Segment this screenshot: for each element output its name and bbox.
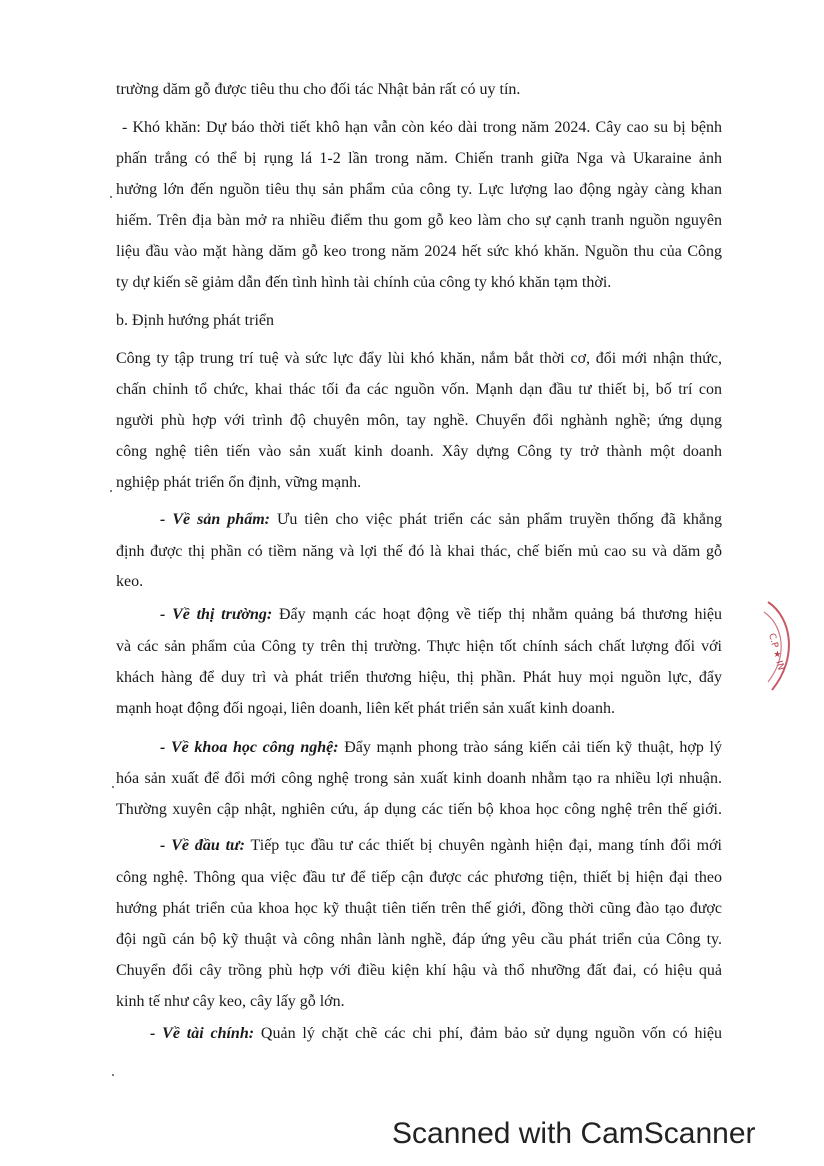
scan-speck <box>110 490 112 492</box>
camscanner-watermark: Scanned with CamScanner <box>392 1117 756 1150</box>
text-line: Thường xuyên cập nhật, nghiên cứu, áp dụng các tiến bộ khoa học công nghệ trên thế giới. <box>116 801 722 818</box>
section-heading: b. Định hướng phát triển <box>116 312 274 329</box>
text-line: và các sản phẩm của Công ty trên thị trường. Thực hiện tốt chính sách chất lượng đối với <box>116 638 722 655</box>
text-line: hiếm. Trên địa bàn mở ra nhiều điểm thu gom gỗ keo làm cho sự cạnh tranh nguồn nguyên <box>116 212 722 229</box>
text-line: mạnh hoạt động đối ngoại, liên doanh, liên kết phát triển sản xuất kinh doanh. <box>116 700 616 717</box>
text-line: Chuyển đổi cây trồng phù hợp với điều kiện khí hậu và thổ nhưỡng đất đai, có hiệu quả <box>116 962 722 979</box>
text-line: chấn chỉnh tổ chức, khai thác tối đa các nguồn vốn. Mạnh dạn đầu tư thiết bị, bố trí con <box>116 381 722 398</box>
text-run: Đẩy mạnh các hoạt động về tiếp thị nhằm quảng bá thương hiệu <box>279 606 722 623</box>
text-line: người phù hợp với trình độ chuyên môn, tay nghề. Chuyển đổi nghành nghề; ứng dụng <box>116 412 722 429</box>
subheading-dau-tu: - Về đầu tư: <box>160 837 245 854</box>
text-line-with-heading <box>160 605 722 625</box>
text-line-with-heading <box>150 1024 722 1044</box>
svg-text:C.P ★ IN: C.P ★ IN <box>766 632 786 672</box>
text-line: công nghệ. Thông qua việc đầu tư để tiếp cận được các phương tiện, thiết bị hiện đại theo <box>116 869 722 886</box>
text-line: nghiệp phát triển ổn định, vững mạnh. <box>116 474 362 491</box>
text-line-with-heading <box>160 836 722 856</box>
text-line: ty dự kiến sẽ giảm dẫn đến tình hình tài chính của công ty khó khăn tạm thời. <box>116 274 612 291</box>
text-line: trường dăm gỗ được tiêu thu cho đối tác Nhật bản rất có uy tín. <box>116 81 521 98</box>
text-line-with-heading <box>160 510 722 530</box>
subheading-thi-truong: - Về thị trường: <box>160 606 273 623</box>
text-line: Công ty tập trung trí tuệ và sức lực đẩy lùi khó khăn, nắm bắt thời cơ, đổi mới nhận thức, <box>116 350 722 367</box>
text-line: hướng phát triển của khoa học kỹ thuật tiên tiến trên thế giới, đồng thời cũng đào tạo được <box>116 900 722 917</box>
text-line: hưởng lớn đến nguồn tiêu thụ sản phẩm của công ty. Lực lượng lao động ngày càng khan <box>116 181 722 198</box>
text-run: Ưu tiên cho việc phát triển các sản phẩm truyền thống đã khẳng <box>277 511 722 528</box>
scan-speck <box>112 786 114 788</box>
scan-speck <box>110 196 112 198</box>
text-line: - Khó khăn: Dự báo thời tiết khô hạn vẫn còn kéo dài trong năm 2024. Cây cao su bị bệnh <box>122 119 722 136</box>
text-line: phấn trắng có thể bị rụng lá 1-2 lần trong năm. Chiến tranh giữa Nga và Ukaraine ảnh <box>116 150 722 167</box>
text-line: keo. <box>116 573 144 590</box>
text-line: khách hàng để duy trì và phát triển thương hiệu, thị phần. Phát huy mọi nguồn lực, đẩy <box>116 669 722 686</box>
text-run: Tiếp tục đầu tư các thiết bị chuyên ngành hiện đại, mang tính đổi mới <box>250 837 723 854</box>
text-line: định được thị phần có tiềm năng và lợi thế đó là khai thác, chế biến mủ cao su và dăm gỗ <box>116 543 722 560</box>
subheading-tai-chinh: - Về tài chính: <box>150 1025 255 1042</box>
text-line: công nghệ tiên tiến vào sản xuất kinh doanh. Xây dựng Công ty trở thành một doanh <box>116 443 722 460</box>
text-line: kinh tế như cây keo, cây lấy gỗ lớn. <box>116 993 345 1010</box>
subheading-san-pham: - Về sản phẩm: <box>160 511 270 528</box>
subheading-khoa-hoc: - Về khoa học công nghệ: <box>160 739 339 756</box>
text-line-with-heading <box>160 738 722 758</box>
text-run: Quản lý chặt chẽ các chi phí, đảm bảo sử dụng nguồn vốn có hiệu <box>260 1025 723 1042</box>
scan-speck <box>112 1074 114 1076</box>
text-line: liệu đầu vào mặt hàng dăm gỗ keo trong năm 2024 hết sức khó khăn. Nguồn thu của Công <box>116 243 722 260</box>
red-seal-stamp-icon <box>762 598 800 694</box>
text-line: đội ngũ cán bộ kỹ thuật và công nhân lành nghề, đáp ứng yêu cầu phát triển của Công ty. <box>116 931 722 948</box>
text-line: hóa sản xuất để đổi mới công nghệ trong sản xuất kinh doanh nhằm tạo ra nhiều lợi nhuận. <box>116 770 722 787</box>
text-run: Đẩy mạnh phong trào sáng kiến cải tiến kỹ thuật, hợp lý <box>344 739 723 756</box>
